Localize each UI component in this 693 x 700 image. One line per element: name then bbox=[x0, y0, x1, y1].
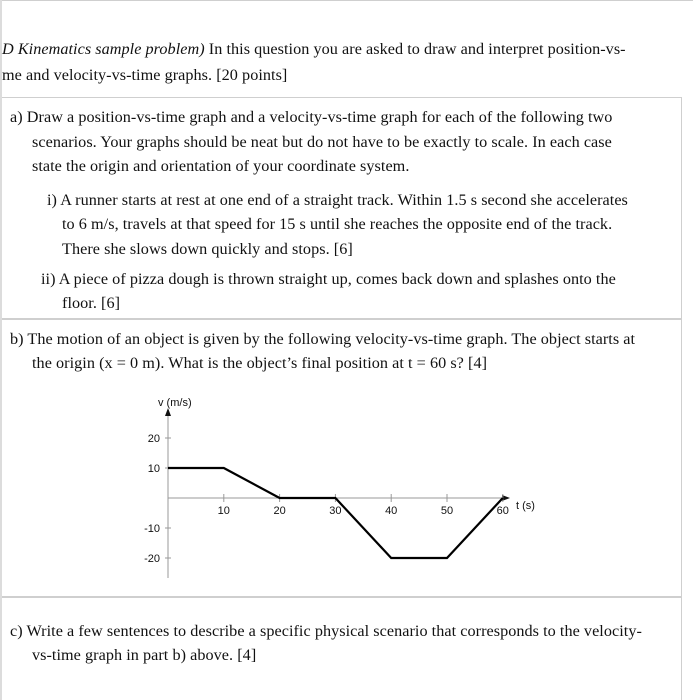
part-b-line-1: b) The motion of an object is given by the following velocity-vs-time graph. The object starts at bbox=[10, 330, 636, 348]
part-a-ii-line-1: ii) A piece of pizza dough is thrown straight up, comes back down and splashes onto the bbox=[41, 270, 616, 288]
x-axis-label: t (s) bbox=[516, 500, 535, 512]
part-a-line-2: scenarios. Your graphs should be neat but do not have to be exactly to scale. In each case bbox=[32, 133, 612, 151]
y-tick-label: -10 bbox=[144, 523, 160, 535]
intro-text: In this question you are asked to draw and interpret position-vs- bbox=[204, 40, 626, 58]
y-axis-arrow bbox=[165, 408, 171, 416]
part-a-line-3: state the origin and orientation of your coordinate system. bbox=[32, 157, 410, 175]
velocity-time-graph bbox=[130, 388, 550, 588]
x-tick-label: 50 bbox=[440, 505, 454, 517]
y-tick-label: -20 bbox=[144, 553, 160, 565]
part-c-line-1: c) Write a few sentences to describe a specific physical scenario that corresponds to the velocity- bbox=[10, 622, 642, 640]
part-a-i-line-1: i) A runner starts at rest at one end of a straight track. Within 1.5 s second she accelerates bbox=[47, 191, 628, 209]
part-a-line-1: a) Draw a position-vs-time graph and a velocity-vs-time graph for each of the following two bbox=[10, 108, 613, 126]
x-tick-label: 30 bbox=[329, 505, 342, 517]
x-tick-label: 20 bbox=[273, 505, 286, 517]
intro-line-1 bbox=[2, 40, 626, 59]
part-a-i-line-3: There she slows down quickly and stops. [6] bbox=[62, 240, 353, 258]
y-tick-label: 10 bbox=[147, 463, 160, 475]
part-a-ii-line-2: floor. [6] bbox=[62, 294, 121, 312]
page-top-border bbox=[0, 0, 693, 1]
x-tick-label: 60 bbox=[496, 505, 509, 517]
part-c-line-2: vs-time graph in part b) above. [4] bbox=[32, 646, 257, 664]
y-axis-label: v (m/s) bbox=[158, 397, 192, 409]
x-tick-label: 10 bbox=[217, 505, 230, 517]
part-b-line-2: the origin (x = 0 m). What is the object’s final position at t = 60 s? [4] bbox=[32, 354, 488, 372]
intro-line-2: me and velocity-vs-time graphs. [20 points] bbox=[2, 66, 288, 84]
problem-title: D Kinematics sample problem) bbox=[2, 40, 205, 58]
x-tick-label: 40 bbox=[385, 505, 398, 517]
y-tick-label: 20 bbox=[147, 433, 160, 445]
part-a-i-line-2: to 6 m/s, travels at that speed for 15 s until she reaches the opposite end of the track. bbox=[62, 215, 613, 233]
